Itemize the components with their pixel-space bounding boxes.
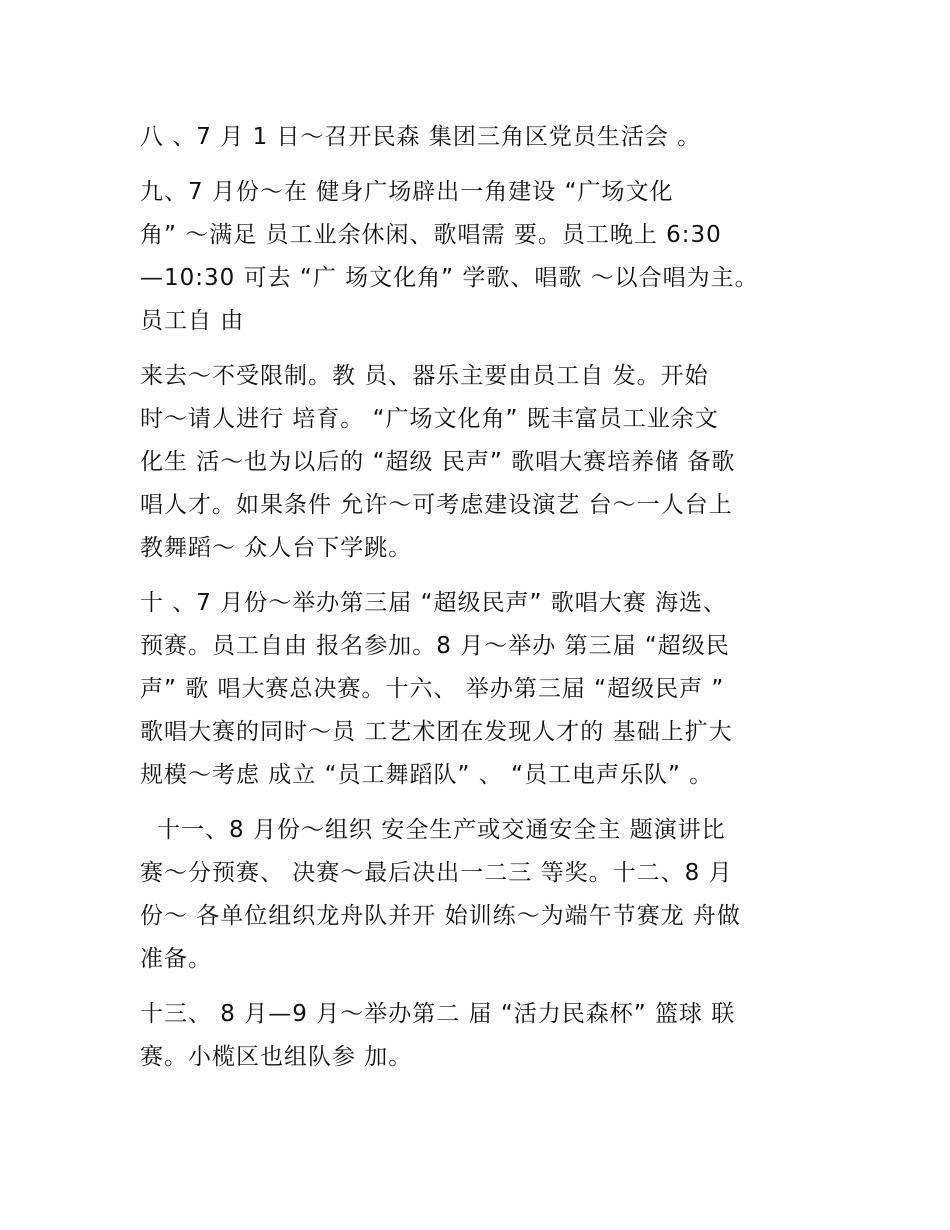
document-body <box>140 116 820 1091</box>
text-line: —10:30 可去 “广 场文化角” 学歌、唱歌 ～以合唱为主。 <box>140 265 759 291</box>
paragraph-8 <box>140 116 820 159</box>
text-line: 赛～分预赛、 决赛～最后决出一二三 等奖。十二、8 月 <box>140 860 733 886</box>
text-line: 化生 活～也为以后的 “超级 民声” 歌唱大赛培养储 备歌 <box>140 449 736 475</box>
text-line: 十一、8 月份～组织 安全生产或交通安全主 题演讲比 <box>157 817 726 843</box>
text-line: 九、7 月份～在 健身广场辟出一角建设 “广场文化 <box>140 179 674 205</box>
text-line: 赛。小榄区也组队参 加。 <box>140 1044 413 1070</box>
text-line: 员工自 由 <box>140 308 245 334</box>
text-line: 教舞蹈～ 众人台下学跳。 <box>140 535 413 561</box>
text-line: 份～ 各单位组织龙舟队并开 始训练～为端午节赛龙 舟做 <box>140 903 741 929</box>
text-line: 十三、 8 月—9 月～举办第二 届 “活力民森杯” 篮球 联 <box>140 1001 736 1027</box>
text-line: 歌唱大赛的同时～员 工艺术团在发现人才的 基础上扩大 <box>140 719 733 745</box>
text-line: 十 、7 月份～举办第三届 “超级民声” 歌唱大赛 海选、 <box>140 590 728 616</box>
text-line: 唱人才。如果条件 允许～可考虑建设演艺 台～一人台上 <box>140 492 733 518</box>
paragraph-9-continued <box>140 355 820 570</box>
text-line: 时～请人进行 培育。 “广场文化角” 既丰富员工业余文 <box>140 406 719 432</box>
paragraph-10 <box>140 582 820 797</box>
text-line: 规模～考虑 成立 “员工舞蹈队” 、 “员工电声乐队” 。 <box>140 762 714 788</box>
text-line: 声” 歌 唱大赛总决赛。十六、 举办第三届 “超级民声 ” <box>140 676 725 702</box>
text-line: 来去～不受限制。教 员、器乐主要由员工自 发。开始 <box>140 363 709 389</box>
paragraph-11 <box>140 809 820 981</box>
text-line: 准备。 <box>140 946 212 972</box>
paragraph-9 <box>140 171 820 343</box>
text-line: 角” ～满足 员工业余休闲、歌唱需 要。员工晚上 6:30 <box>140 222 722 248</box>
paragraph-13 <box>140 993 820 1079</box>
text-line: 八 、7 月 1 日～召开民森 集团三角区党员生活会 。 <box>140 124 702 150</box>
text-line: 预赛。员工自由 报名参加。8 月～举办 第三届 “超级民 <box>140 633 730 659</box>
